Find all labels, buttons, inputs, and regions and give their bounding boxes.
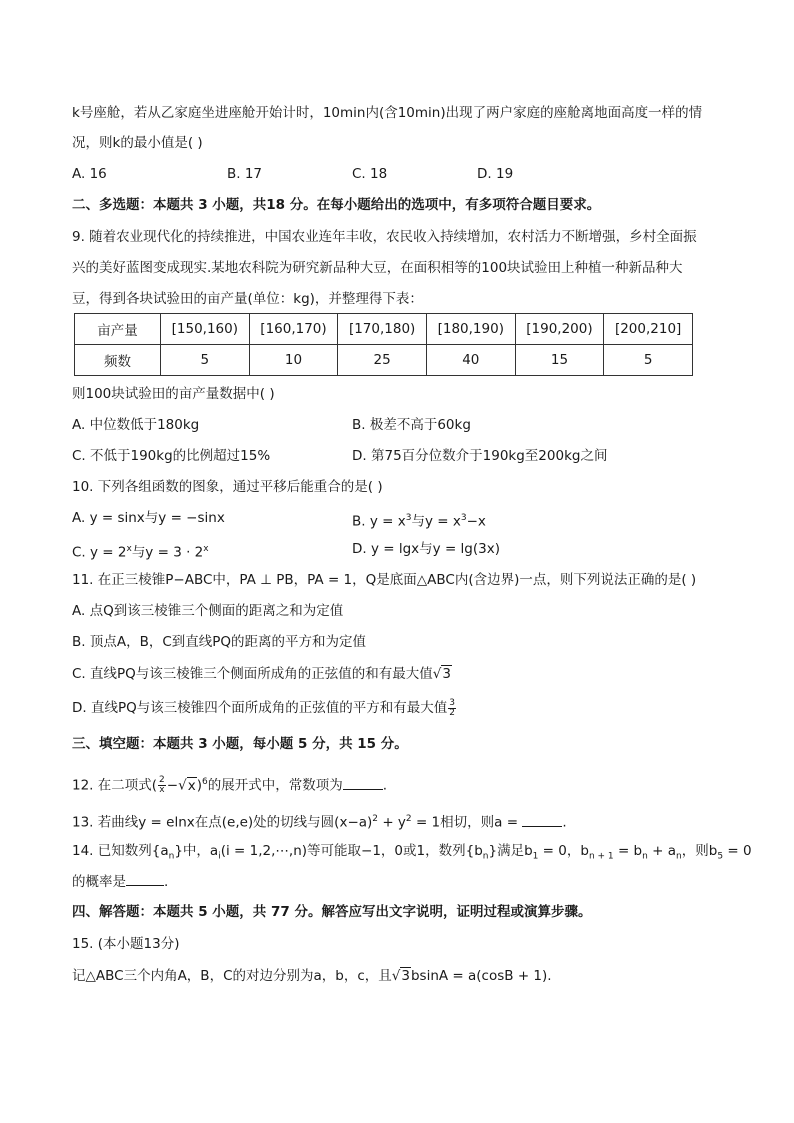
- q13-post: = 1相切，则a =: [411, 814, 523, 831]
- q8-line2: 况，则k的最小值是( ): [72, 135, 203, 151]
- table-header-yield: 亩产量: [75, 314, 161, 345]
- q9-option-c: C. 不低于190kg的比例超过15%: [72, 448, 271, 464]
- q13-line: [72, 809, 567, 833]
- q11-option-a: A. 点Q到该三棱锥三个侧面的距离之和为定值: [72, 603, 344, 619]
- q14-part7: + a: [647, 843, 677, 859]
- q14-line2-end: .: [164, 874, 169, 890]
- q14-sub-np1: n + 1: [588, 851, 614, 862]
- q14-part1: 14. 已知数列{a: [72, 843, 169, 859]
- q8-line1: k号座舱，若从乙家庭坐进座舱开始计时，10min内(含10min)出现了两户家庭的座舱离地面高度一样的情: [72, 105, 703, 121]
- q11-stem: 11. 在正三棱锥P−ABC中，PA ⊥ PB，PA = 1，Q是底面△ABC内(含边界)一点，则下列说法正确的是( ): [72, 572, 697, 588]
- q11-optd-fraction: [448, 699, 456, 718]
- q8-option-a: A. 16: [72, 166, 107, 182]
- q13-exp2: 2: [405, 814, 412, 824]
- q14-sub-1: 1: [532, 851, 539, 862]
- table-cell: 25: [338, 345, 427, 376]
- q9-line1: 9. 随着农业现代化的持续推进，中国农业连年丰收，农民收入持续增加，农村活力不断增强，乡村全面振: [72, 229, 697, 245]
- q13-exp1: 2: [372, 814, 379, 824]
- q10-stem: 10. 下列各组函数的图象，通过平移后能重合的是( ): [72, 479, 383, 495]
- q14-line2-text: 的概率是: [72, 874, 126, 890]
- q11-optc-text: C. 直线PQ与该三棱锥三个侧面所成角的正弦值的和有最大值: [72, 666, 433, 682]
- table-cell: 5: [161, 345, 250, 376]
- q14-sub-5: 5: [717, 851, 724, 862]
- q10-optb-exp1: 3: [405, 513, 412, 523]
- q15-sqrt: 3: [401, 968, 410, 984]
- q11-option-b: B. 顶点A，B，C到直线PQ的距离的平方和为定值: [72, 634, 367, 650]
- table-cell: 15: [515, 345, 604, 376]
- table-cell: 5: [604, 345, 693, 376]
- q10-option-c: [72, 539, 209, 563]
- table-cell: [180,190): [426, 314, 515, 345]
- q10-options-row2: [72, 539, 722, 559]
- table-cell: [160,170): [249, 314, 338, 345]
- q12-fraction: [158, 776, 166, 795]
- q14-part3: (i = 1,2,⋯,n)等可能取−1，0或1，数列{b: [220, 843, 483, 859]
- q14-sub-n4: n: [676, 851, 682, 862]
- q9-option-b: B. 极差不高于60kg: [352, 417, 471, 433]
- q11-optd-den: 2: [449, 707, 455, 718]
- q10-optc-mid: 与y = 3 · 2: [131, 544, 204, 561]
- q13-mid: + y: [378, 814, 406, 831]
- q11-optc-sqrt: 3: [442, 666, 451, 682]
- q9-option-d: D. 第75百分位数介于190kg至200kg之间: [352, 448, 608, 464]
- table-cell: [150,160): [161, 314, 250, 345]
- table-row: [75, 345, 693, 376]
- q11-optd-text: D. 直线PQ与该三棱锥四个面所成角的正弦值的平方和有最大值: [72, 700, 448, 716]
- q8-options: [72, 164, 722, 184]
- q14-part9: = 0: [723, 843, 752, 859]
- q14-sub-n3: n: [642, 851, 648, 862]
- q14-part8: ，则b: [681, 843, 718, 859]
- q12-end: .: [382, 777, 387, 794]
- q10-optc-exp2: x: [203, 544, 209, 554]
- q13-pre: 13. 若曲线y = elnx在点(e,e)处的切线与圆(x−a): [72, 814, 373, 831]
- q13-answer-blank[interactable]: [522, 812, 562, 827]
- table-cell: 40: [426, 345, 515, 376]
- q12-frac-num: 2: [159, 775, 165, 785]
- q10-option-d: D. y = lgx与y = lg(3x): [352, 541, 500, 557]
- q12-sqrt-arg: x: [187, 777, 196, 794]
- q10-optb-pre: B. y = x: [352, 513, 406, 530]
- q14-sub-n: n: [168, 851, 175, 862]
- q15-title: 15. (本小题13分): [72, 936, 180, 952]
- q12-answer-blank[interactable]: [343, 775, 383, 790]
- q10-optb-mid: 与y = x: [411, 513, 461, 530]
- q10-optc-pre: C. y = 2: [72, 544, 127, 561]
- yield-table: [74, 313, 693, 376]
- table-cell: 10: [249, 345, 338, 376]
- q14-answer-blank[interactable]: [126, 871, 164, 886]
- q10-option-b: [352, 508, 486, 532]
- q12-post: 的展开式中，常数项为: [207, 777, 343, 794]
- q12-pre: 12. 在二项式(: [72, 777, 158, 794]
- q14-part6: = b: [613, 843, 643, 859]
- q9-option-a: A. 中位数低于180kg: [72, 417, 200, 433]
- q15-pre: 记△ABC三个内角A，B，C的对边分别为a，b，c，且: [72, 968, 392, 984]
- section4-heading: 四、解答题：本题共 5 小题，共 77 分。解答应写出文字说明，证明过程或演算步骤。: [72, 904, 592, 920]
- q15-post: bsinA = a(cosB + 1).: [410, 968, 552, 984]
- section3-heading: 三、填空题：本题共 3 小题，每小题 5 分，共 15 分。: [72, 736, 408, 752]
- table-cell: [190,200): [515, 314, 604, 345]
- q9-options-row2: [72, 446, 722, 466]
- q12-minus: −: [166, 777, 179, 794]
- q9-line3: 豆，得到各块试验田的亩产量(单位：kg)，并整理得下表：: [72, 291, 423, 307]
- q10-options-row1: [72, 508, 722, 528]
- q11-option-d: [72, 698, 457, 718]
- section2-heading: 二、多选题：本题共 3 小题，共18 分。在每小题给出的选项中，有多项符合题目要求。: [72, 197, 601, 213]
- q14-part2: }中，a: [174, 843, 219, 859]
- q8-option-d: D. 19: [477, 166, 514, 182]
- q10-optc-exp1: x: [126, 544, 132, 554]
- q14-part5: = 0，b: [538, 843, 589, 859]
- q13-end: .: [562, 814, 567, 831]
- q12-frac-den: x: [159, 785, 165, 795]
- q12-line: 12. 在二项式( $\frac{2}{x}$ −√x)$^6$的展开式中，常数项为 .: [72, 775, 387, 795]
- table-cell: [200,210]: [604, 314, 693, 345]
- q8-option-c: C. 18: [352, 166, 388, 182]
- table-header-frequency: 频数: [75, 345, 161, 376]
- q10-option-a: A. y = sinx与y = −sinx: [72, 510, 225, 526]
- q11-option-c: C. 直线PQ与该三棱锥三个侧面所成角的正弦值的和有最大值√3: [72, 666, 451, 682]
- q14-line2: [72, 871, 168, 892]
- table-row: [75, 314, 693, 345]
- q14-part4: }满足b: [488, 843, 533, 859]
- q12-exp: 6: [201, 777, 208, 787]
- q14-sub-n2: n: [482, 851, 489, 862]
- q9-after: 则100块试验田的亩产量数据中( ): [72, 386, 275, 402]
- q14-line1: [72, 841, 752, 867]
- table-cell: [170,180): [338, 314, 427, 345]
- q10-optb-exp2: 3: [460, 513, 467, 523]
- q9-line2: 兴的美好蓝图变成现实.某地农科院为研究新品种大豆，在面积相等的100块试验田上种植一种新品种大: [72, 260, 683, 276]
- q10-optb-post: −x: [466, 513, 486, 530]
- q8-option-b: B. 17: [227, 166, 263, 182]
- q14-sub-i: i: [218, 851, 221, 862]
- q11-optd-num: 3: [449, 697, 455, 708]
- q15-stem: 记△ABC三个内角A，B，C的对边分别为a，b，c，且√3bsinA = a(cosB + 1).: [72, 968, 552, 984]
- q9-options-row1: [72, 415, 722, 435]
